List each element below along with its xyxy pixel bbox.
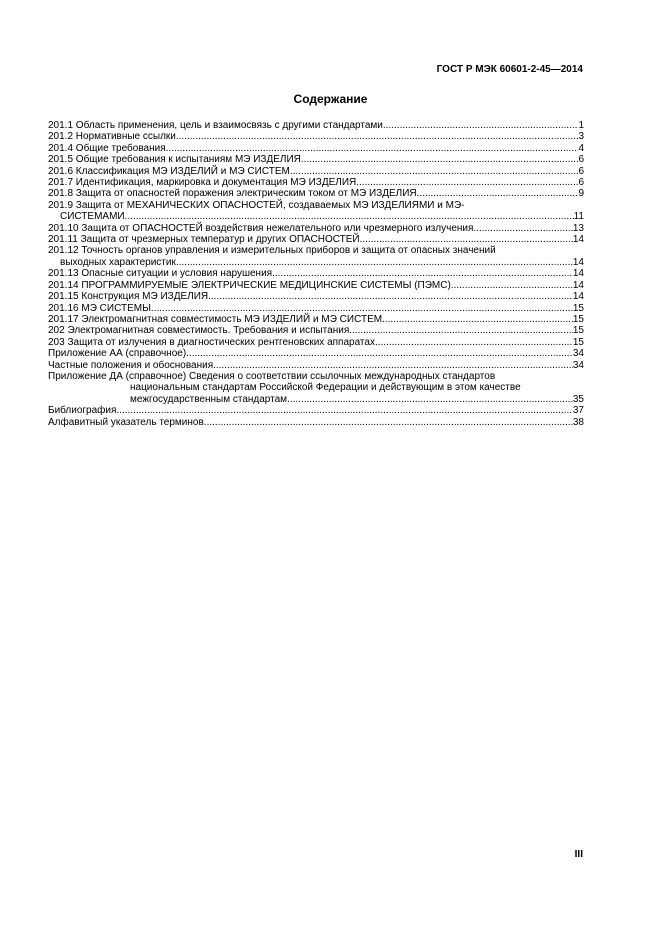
toc-leader-dots	[272, 268, 573, 279]
toc-entry-title: 201.4 Общие требования	[48, 142, 166, 154]
toc-entry[interactable]	[48, 314, 584, 325]
toc-entry[interactable]	[48, 234, 584, 245]
document-code: ГОСТ Р МЭК 60601-2-45—2014	[436, 64, 583, 75]
toc-entry-title-line: национальным стандартам Российской Федерации и действующим в этом качестве	[130, 382, 521, 394]
toc-leader-dots	[290, 166, 579, 177]
toc-entry-title: 201.8 Защита от опасностей поражения электрическим током от МЭ ИЗДЕЛИЯ	[48, 188, 417, 200]
toc-entry-title: 201.16 МЭ СИСТЕМЫ	[48, 302, 151, 314]
toc-entry[interactable]	[48, 337, 584, 348]
toc-entry-title: 202 Электромагнитная совместимость. Требования и испытания	[48, 325, 350, 337]
toc-entry-title: 201.7 Идентификация, маркировка и документация МЭ ИЗДЕЛИЯ	[48, 177, 357, 189]
toc-leader-dots	[349, 325, 573, 336]
toc-entry[interactable]	[48, 291, 584, 302]
toc-entry[interactable]	[48, 154, 584, 165]
toc-entry-title: 201.2 Нормативные ссылки	[48, 131, 176, 143]
toc-entry-title: 201.6 Классификация МЭ ИЗДЕЛИЙ и МЭ СИСТЕМ	[48, 165, 290, 177]
page-title: Содержание	[293, 92, 368, 106]
toc-entry-page: 15	[572, 313, 584, 325]
toc-leader-dots	[204, 417, 573, 428]
toc-entry-title: СИСТЕМАМИ	[60, 211, 125, 223]
toc-entry-page: 14	[572, 279, 584, 291]
toc-entry[interactable]	[48, 120, 584, 131]
toc-entry-page: 6	[578, 165, 584, 177]
toc-entry-title: 201.5 Общие требования к испытаниям МЭ ИЗДЕЛИЯ	[48, 154, 301, 166]
toc-entry[interactable]	[48, 405, 584, 416]
toc-entry-title-line: Приложение ДА (справочное) Сведения о соответствии ссылочных международных стандартов	[48, 370, 496, 382]
toc-entry-page: 6	[578, 154, 584, 166]
toc-leader-dots	[417, 188, 579, 199]
toc-entry-title-line: 201.9 Защита от МЕХАНИЧЕСКИХ ОПАСНОСТЕЙ, создаваемых МЭ ИЗДЕЛИЯМИ и МЭ-	[48, 199, 465, 211]
toc-entry-title: Частные положения и обоснования	[48, 359, 214, 371]
toc-entry-title: 201.10 Защита от ОПАСНОСТЕЙ воздействия нежелательного или чрезмерного излучения	[48, 222, 474, 234]
toc-leader-dots	[213, 360, 573, 371]
toc-entry-page: 4	[578, 142, 584, 154]
toc-entry[interactable]	[48, 177, 584, 188]
toc-entry-title: 201.1 Область применения, цель и взаимосвязь с другими стандартами	[48, 120, 383, 131]
toc-entry-page: 14	[572, 256, 584, 268]
table-of-contents	[48, 120, 584, 428]
toc-leader-dots	[176, 257, 573, 268]
toc-leader-dots	[356, 177, 578, 188]
toc-entry-title: межгосударственным стандартам	[130, 393, 288, 405]
toc-entry[interactable]	[48, 348, 584, 359]
toc-leader-dots	[116, 405, 572, 416]
toc-entry[interactable]	[48, 143, 584, 154]
page-number: III	[574, 849, 583, 860]
toc-entry[interactable]	[48, 268, 584, 279]
toc-entry-page: 34	[572, 359, 584, 371]
toc-entry-page: 9	[578, 188, 584, 200]
toc-entry[interactable]	[48, 360, 584, 371]
toc-leader-dots	[166, 143, 579, 154]
toc-leader-dots	[151, 303, 573, 314]
toc-leader-dots	[382, 314, 573, 325]
toc-entry-title-line: 201.12 Точность органов управления и измерительных приборов и защита от опасных значений	[48, 245, 496, 257]
toc-entry-page: 15	[572, 325, 584, 337]
toc-entry[interactable]	[48, 280, 584, 291]
toc-entry-title: Библиография	[48, 405, 117, 417]
toc-entry-page: 14	[572, 234, 584, 246]
toc-entry[interactable]	[48, 200, 584, 223]
toc-leader-dots	[383, 120, 579, 131]
toc-entry-page: 35	[572, 393, 584, 405]
toc-entry-page: 3	[578, 131, 584, 143]
toc-entry[interactable]	[48, 245, 584, 268]
toc-entry-page: 11	[573, 211, 584, 223]
toc-entry-title: 203 Защита от излучения в диагностических рентгеновских аппаратах	[48, 336, 375, 348]
toc-entry-page: 1	[578, 120, 584, 131]
toc-entry-page: 15	[572, 336, 584, 348]
toc-entry[interactable]	[48, 325, 584, 336]
toc-entry-title: 201.17 Электромагнитная совместимость МЭ ИЗДЕЛИЙ и МЭ СИСТЕМ	[48, 313, 383, 325]
toc-leader-dots	[186, 348, 573, 359]
toc-entry[interactable]	[48, 371, 584, 405]
toc-entry-page: 34	[572, 348, 584, 360]
toc-entry-page: 38	[572, 416, 584, 428]
toc-entry[interactable]	[48, 166, 584, 177]
toc-entry-page: 37	[572, 405, 584, 417]
toc-entry-page: 6	[578, 177, 584, 189]
toc-entry-title: 201.15 Конструкция МЭ ИЗДЕЛИЯ	[48, 291, 209, 303]
toc-leader-dots	[301, 154, 579, 165]
toc-entry-page: 15	[572, 302, 584, 314]
toc-entry[interactable]	[48, 223, 584, 234]
toc-entry[interactable]	[48, 188, 584, 199]
toc-entry-title: выходных характеристик	[60, 256, 176, 268]
toc-leader-dots	[176, 131, 579, 142]
toc-entry[interactable]	[48, 131, 584, 142]
toc-leader-dots	[451, 280, 573, 291]
toc-leader-dots	[375, 337, 573, 348]
toc-entry-page: 14	[572, 268, 584, 280]
toc-entry-title: Алфавитный указатель терминов	[48, 416, 204, 428]
toc-entry-title: 201.11 Защита от чрезмерных температур и других ОПАСНОСТЕЙ	[48, 234, 360, 246]
toc-entry-page: 13	[572, 222, 584, 234]
toc-leader-dots	[360, 234, 573, 245]
toc-entry-title: 201.14 ПРОГРАММИРУЕМЫЕ ЭЛЕКТРИЧЕСКИЕ МЕДИЦИНСКИЕ СИСТЕМЫ (ПЭМС)	[48, 279, 451, 291]
toc-entry-title: 201.13 Опасные ситуации и условия нарушения	[48, 268, 273, 280]
toc-leader-dots	[473, 223, 572, 234]
toc-entry-title: Приложение АА (справочное)	[48, 348, 187, 360]
toc-entry-page: 14	[572, 291, 584, 303]
toc-entry[interactable]	[48, 417, 584, 428]
toc-leader-dots	[208, 291, 573, 302]
toc-entry[interactable]	[48, 303, 584, 314]
toc-leader-dots	[287, 394, 573, 405]
toc-leader-dots	[125, 211, 574, 222]
